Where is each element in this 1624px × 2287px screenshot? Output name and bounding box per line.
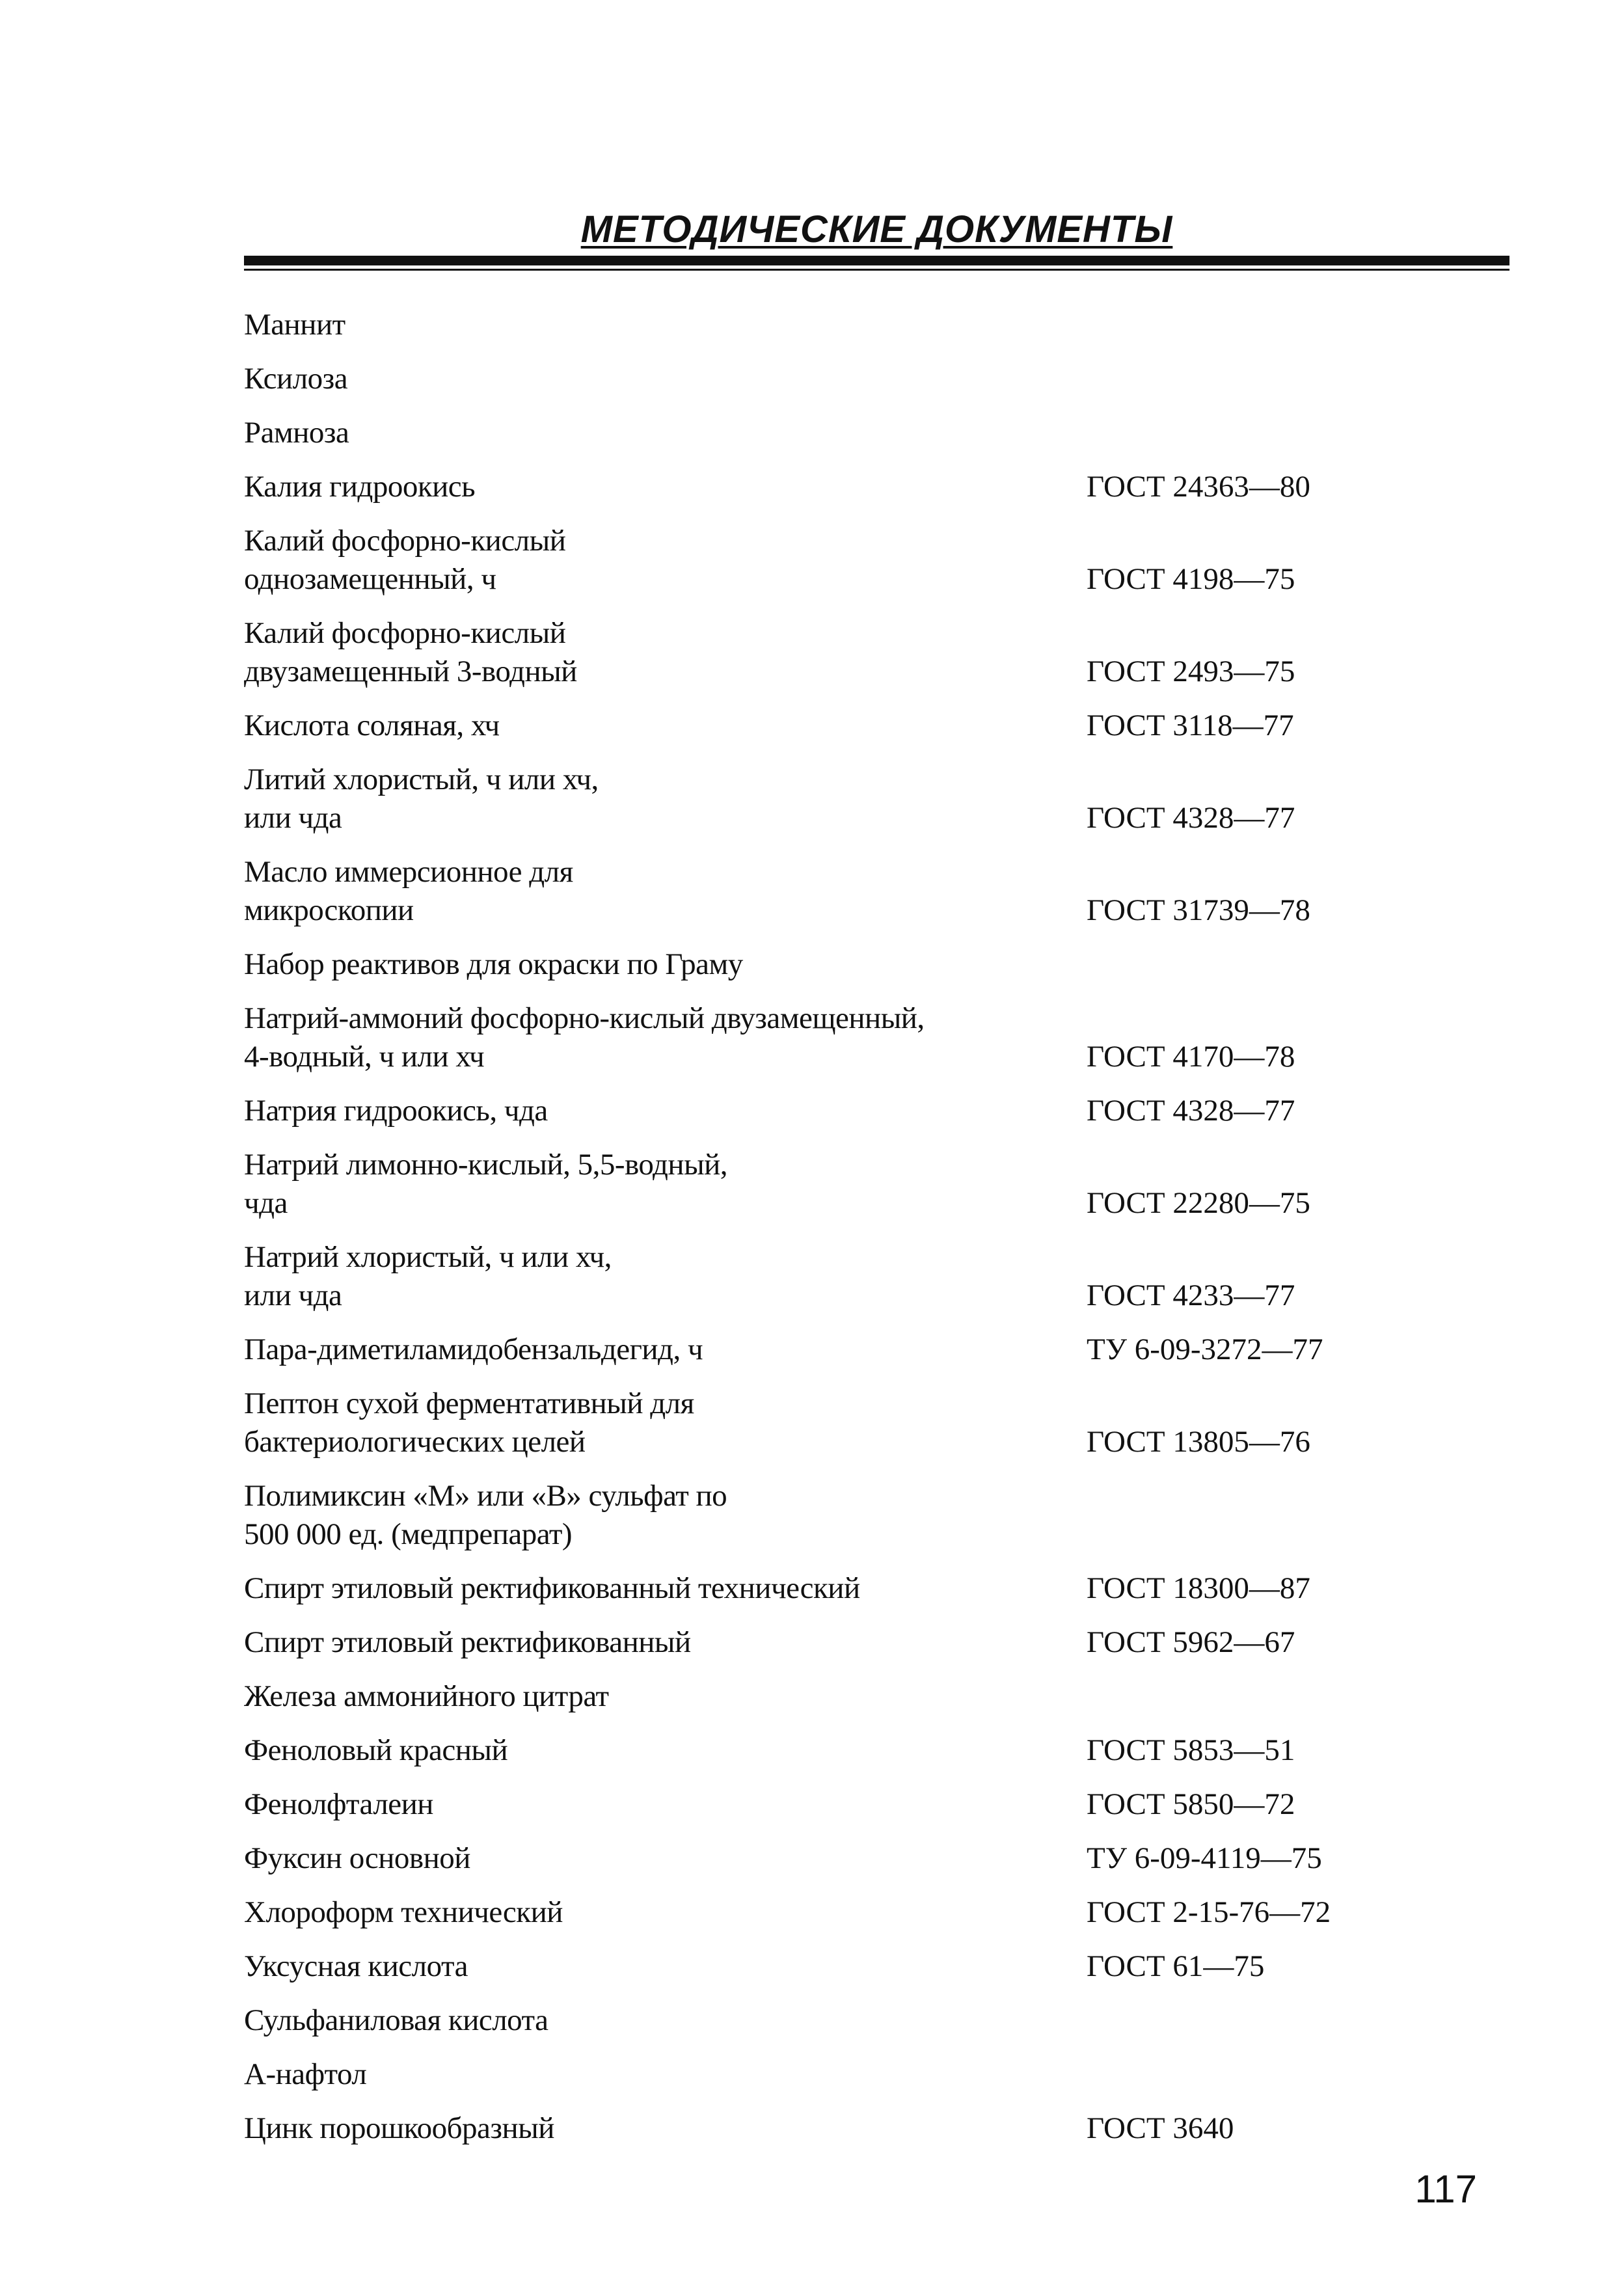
header-rule-thick [244,256,1509,265]
reagent-name-line: Натрий лимонно-кислый, 5,5-водный, [244,1148,728,1182]
reagent-name-line: Калий фосфорно-кислый [244,616,566,650]
reagent-row [244,1947,1509,1986]
reagent-name [244,1677,1090,1716]
reagent-row [244,1477,1509,1554]
reagent-name-line: Полимиксин «М» или «В» сульфат по [244,1479,727,1513]
reagent-name [244,2109,1090,2148]
reagent-name [244,1569,1090,1608]
standard-reference: ГОСТ 61—75 [1087,1949,1265,1983]
standard-reference: ГОСТ 5962—67 [1087,1625,1295,1659]
reagent-row [244,306,1509,344]
reagent-row [244,522,1509,599]
standard-reference: ГОСТ 3640 [1087,2111,1234,2145]
standard-reference: ГОСТ 2-15-76—72 [1087,1895,1331,1929]
reagent-name [244,522,1090,599]
reagent-name-line: Железа аммонийного цитрат [244,1679,609,1713]
reagent-row [244,999,1509,1076]
standard-reference: ГОСТ 13805—76 [1087,1425,1310,1459]
standard-reference: ГОСТ 4233—77 [1087,1279,1295,1312]
reagent-row [244,1569,1509,1608]
reagent-row [244,1146,1509,1223]
standard-reference: ГОСТ 18300—87 [1087,1571,1310,1605]
reagent-row [244,2001,1509,2040]
reagent-name [244,761,1090,837]
reagent-name [244,614,1090,691]
reagent-name [244,999,1090,1076]
reagent-name [244,1731,1090,1770]
reagent-row [244,1731,1509,1770]
standard-reference: ГОСТ 4328—77 [1087,1094,1295,1128]
reagent-row [244,1385,1509,1461]
reagent-name-line: Спирт этиловый ректификованный технический [244,1571,860,1605]
reagent-name [244,2055,1090,2094]
reagent-name-line: Натрий-аммоний фосфорно-кислый двузамещенный, [244,1001,925,1035]
standard-reference: ГОСТ 22280—75 [1087,1186,1310,1220]
reagent-name [244,1785,1090,1824]
reagent-name [244,1146,1090,1223]
reagent-row [244,1092,1509,1130]
reagent-name-line: Литий хлористый, ч или хч, [244,763,599,796]
reagent-name-line: Сульфаниловая кислота [244,2003,548,2037]
standard-reference: ГОСТ 5850—72 [1087,1787,1295,1821]
reagent-row [244,945,1509,984]
reagent-name-line: Кислота соляная, хч [244,709,500,742]
reagent-name-line: Ксилоза [244,362,348,396]
page-title: МЕТОДИЧЕСКИЕ ДОКУМЕНТЫ [580,208,1173,250]
reagent-name-line: Натрий хлористый, ч или хч, [244,1240,612,1274]
reagent-name-line: Натрия гидроокись, чда [244,1094,548,1128]
reagent-name [244,306,1090,344]
reagent-row [244,1677,1509,1716]
header-rule-thin [244,269,1509,271]
standard-reference: ТУ 6-09-3272—77 [1087,1333,1323,1366]
reagent-name-line: Набор реактивов для окраски по Граму [244,947,743,981]
reagent-row [244,853,1509,930]
reagent-name-line: Феноловый красный [244,1733,508,1767]
reagent-row [244,1331,1509,1369]
standard-reference: ГОСТ 31739—78 [1087,893,1310,927]
reagent-name [244,1893,1090,1932]
reagent-row [244,414,1509,452]
reagent-name-line: Спирт этиловый ректификованный [244,1625,691,1659]
reagent-name [244,707,1090,745]
reagent-name-line: Пара-диметиламидобензальдегид, ч [244,1333,703,1366]
reagent-name [244,1092,1090,1130]
reagent-name-line: Маннит [244,308,345,342]
standard-reference: ТУ 6-09-4119—75 [1087,1841,1322,1875]
reagent-name-line: чда [244,1186,288,1220]
reagent-name-line: Калия гидроокись [244,470,476,504]
reagent-name [244,1477,1090,1554]
reagent-name-line: Пептон сухой ферментативный для [244,1387,694,1420]
standard-reference: ГОСТ 2493—75 [1087,655,1295,688]
reagent-name-line: 4-водный, ч или хч [244,1040,485,1074]
reagent-name-line: однозамещенный, ч [244,562,496,596]
reagent-name-line: или чда [244,801,342,835]
reagent-name-line: микроскопии [244,893,414,927]
reagent-name-line: бактериологических целей [244,1425,586,1459]
reagent-row [244,1623,1509,1662]
standard-reference: ГОСТ 24363—80 [1087,470,1310,504]
reagent-name-line: А-нафтол [244,2057,367,2091]
reagent-row [244,1238,1509,1315]
reagent-name [244,1331,1090,1369]
reagent-row [244,2055,1509,2094]
standard-reference: ГОСТ 3118—77 [1087,709,1294,742]
reagent-row [244,360,1509,398]
standard-reference: ГОСТ 5853—51 [1087,1733,1295,1767]
standard-reference: ГОСТ 4198—75 [1087,562,1295,596]
reagent-name-line: Цинк порошкообразный [244,2111,554,2145]
reagent-list [244,306,1509,2163]
reagent-row [244,468,1509,506]
reagent-name-line: Уксусная кислота [244,1949,468,1983]
reagent-name [244,468,1090,506]
standard-reference: ГОСТ 4170—78 [1087,1040,1295,1074]
reagent-name [244,360,1090,398]
reagent-name-line: двузамещенный 3-водный [244,655,577,688]
reagent-name [244,414,1090,452]
reagent-name-line: Фенолфталеин [244,1787,433,1821]
reagent-row [244,761,1509,837]
reagent-row [244,1785,1509,1824]
reagent-row [244,2109,1509,2148]
reagent-name-line: Фуксин основной [244,1841,470,1875]
reagent-name [244,945,1090,984]
page-number: 117 [1414,2167,1477,2211]
reagent-row [244,707,1509,745]
reagent-name-line: Хлороформ технический [244,1895,563,1929]
reagent-row [244,1839,1509,1878]
reagent-name [244,1385,1090,1461]
reagent-name-line: Калий фосфорно-кислый [244,524,566,558]
reagent-name [244,1839,1090,1878]
reagent-name [244,2001,1090,2040]
reagent-name-line: Масло иммерсионное для [244,855,573,889]
reagent-name [244,1238,1090,1315]
reagent-name [244,853,1090,930]
reagent-row [244,1893,1509,1932]
reagent-name-line: Рамноза [244,416,349,450]
reagent-name-line: 500 000 ед. (медпрепарат) [244,1517,573,1551]
reagent-name-line: или чда [244,1279,342,1312]
reagent-name [244,1623,1090,1662]
reagent-name [244,1947,1090,1986]
standard-reference: ГОСТ 4328—77 [1087,801,1295,835]
reagent-row [244,614,1509,691]
